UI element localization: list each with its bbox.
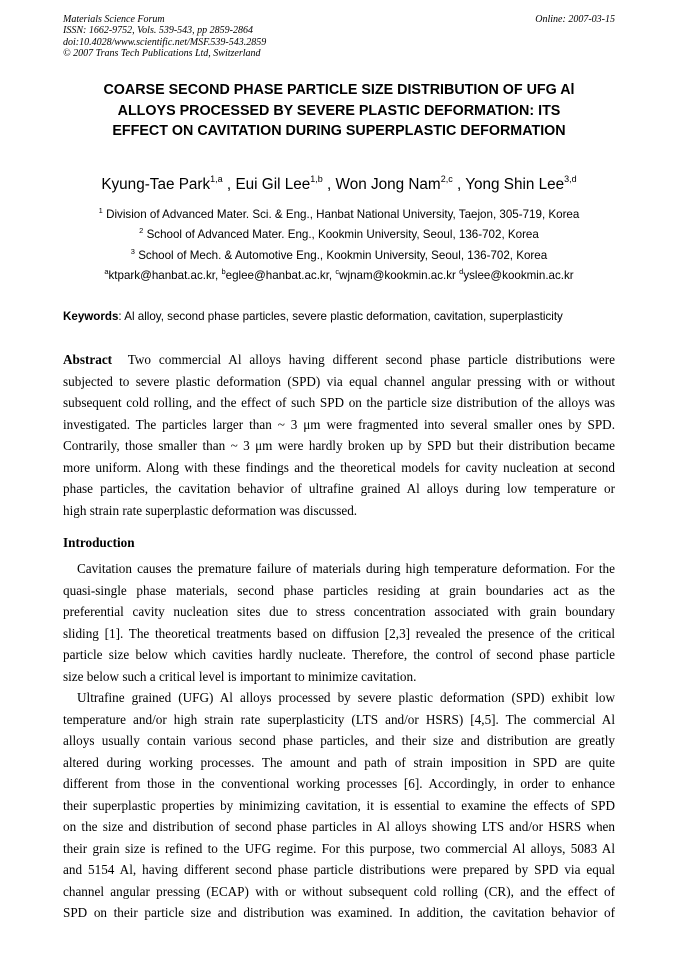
author-separator: , [322,176,336,193]
affiliation [40,225,638,245]
author-affil-sup: 3,d [564,174,577,184]
introduction-body [63,558,615,924]
affiliation [40,246,638,266]
title-line: EFFECT ON CAVITATION DURING SUPERPLASTIC DEFORMATION [112,123,566,139]
email: yslee@kookmin.ac.kr [463,268,574,282]
author-name: Yong Shin Lee [465,176,565,193]
issn-line: ISSN: 1662-9752, Vols. 539-543, pp 2859-2864 [63,25,253,37]
paragraph-line: Cavitation causes the premature failure of materials during high temperature deformation. For the [77,561,615,576]
paper-title [60,80,618,142]
email-sup: b [221,266,226,276]
title-line: ALLOYS PROCESSED BY SEVERE PLASTIC DEFORMATION: ITS [117,102,561,119]
abstract-line: more uniform. Along with these findings and the theoretical models for cavity nucleation at second [63,459,615,475]
abstract-line: high strain rate superplastic deformation was discussed. [63,502,358,518]
author-list [40,175,638,195]
email: eglee@hanbat.ac.kr, [225,268,336,282]
author-affil-sup: 1,a [210,174,223,184]
email-line [40,266,638,286]
keywords [63,309,623,325]
abstract-line: Abstract Two commercial Al alloys having different second phase particle distributions were [63,352,615,367]
paragraph-line: channel angular pressing (ECAP) with or without subsequent cold rolling (CR), and the effect of [63,883,615,899]
author-separator: , [222,176,236,193]
abstract-line: Contrarily, those smaller than ~ 3 μm were hardly broken up by SPD but their distribution became [63,438,615,453]
email-sup: d [459,266,464,276]
keywords-text: : Al alloy, second phase particles, severe plastic deformation, cavitation, superplasticity [118,310,563,323]
author-affil-sup: 1,b [310,174,323,184]
affiliations [40,205,638,286]
paragraph-line: SPD on their particle size and distribution was examined. In addition, the cavitation behavior of [63,905,615,920]
paragraph-line: altered during working processes. The amount and path of strain imposition in SPD are quite [63,754,615,770]
journal-name: Materials Science Forum [63,14,165,25]
affiliation-text: School of Mech. & Automotive Eng., Kookmin University, Seoul, 136-702, Korea [138,248,548,262]
doi-line: doi:10.4028/www.scientific.net/MSF.539-543.2859 [63,36,267,48]
paragraph-line: sliding [1]. The theoretical treatments based on diffusion [2,3] revealed the presence of the critical [63,625,615,641]
paragraph-line: particle size below which cavities hardly nucleate. Therefore, the control of second phase particle [63,647,615,662]
abstract-line: subsequent cold rolling, and the effect of such SPD on the particle size distribution of the alloys was [63,395,615,410]
abstract-line: investigated. The particles larger than ~ 3 μm were fragmented into several smaller ones by SPD. [63,416,615,432]
paragraph-line: their superplastic properties by minimizing cavitation, it is essential to examine the effects of SPD [63,797,615,813]
author-name: Won Jong Nam [335,176,441,193]
email-sup: c [335,266,340,276]
abstract-line: subjected to severe plastic deformation (SPD) via equal channel angular pressing with or without [63,373,615,389]
affiliation-sup: 3 [130,246,135,256]
email: wjnam@kookmin.ac.kr [339,268,460,282]
abstract-line: phase particles, the cavitation behavior of ultrafine grained Al alloys during low temperature or [63,481,615,496]
affiliation-text: Division of Advanced Mater. Sci. & Eng., Hanbat National University, Taejon, 305-719, Korea [106,208,580,221]
paragraph-line: their grain size is refined to the UFG regime. For this purpose, two commercial Al alloys, 5083 Al [63,840,615,856]
author-name: Eui Gil Lee [235,176,311,193]
author-separator: , [452,176,466,193]
journal-header [63,14,615,59]
affiliation-sup: 2 [139,226,144,236]
author-affil-sup: 2,c [440,174,453,184]
paragraph-line: size below such a critical level is important to minimize cavitation. [63,668,417,684]
affiliation-text: School of Advanced Mater. Eng., Kookmin University, Seoul, 136-702, Korea [146,228,539,242]
affiliation [40,205,638,225]
paragraph-line: Ultrafine grained (UFG) Al alloys processed by severe plastic deformation (SPD) exhibit low [77,690,615,705]
affiliation-sup: 1 [98,206,103,215]
keywords-label: Keywords [63,310,119,323]
paragraph-line: temperature and/or high strain rate superplasticity (LTS and/or HSRS) [4,5]. The commercial Al [63,711,615,727]
email-sup: a [104,266,109,276]
title-line: COARSE SECOND PHASE PARTICLE SIZE DISTRIBUTION OF UFG Al [103,82,575,98]
abstract [63,349,615,521]
paragraph-line: on the size and distribution of second phase particles in Al alloys showing LTS and/or HSRS when [63,819,615,834]
copyright-line: © 2007 Trans Tech Publications Ltd, Switzerland [63,47,261,59]
abstract-label: Abstract [63,352,113,367]
author-name: Kyung-Tae Park [101,176,211,193]
paragraph-line: quasi-single phase materials, second phase particles residing at grain boundaries act as the [63,582,615,598]
paragraph-line: and 5154 Al, having different second phase particle distributions were prepared by SPD via equal [63,862,615,877]
section-heading-introduction: Introduction [63,535,135,550]
online-date: Online: 2007-03-15 [535,14,615,25]
paragraph-line: alloys usually contain various second phase particles, and their size and distribution are greatly [63,733,615,748]
paragraph-line: preferential cavity nucleation sites due to stress concentration associated with grain boundary [63,604,615,619]
paragraph-line: different from those in the conventional working processes [6]. Accordingly, in order to enhance [63,776,615,791]
email: ktpark@hanbat.ac.kr, [108,268,222,282]
